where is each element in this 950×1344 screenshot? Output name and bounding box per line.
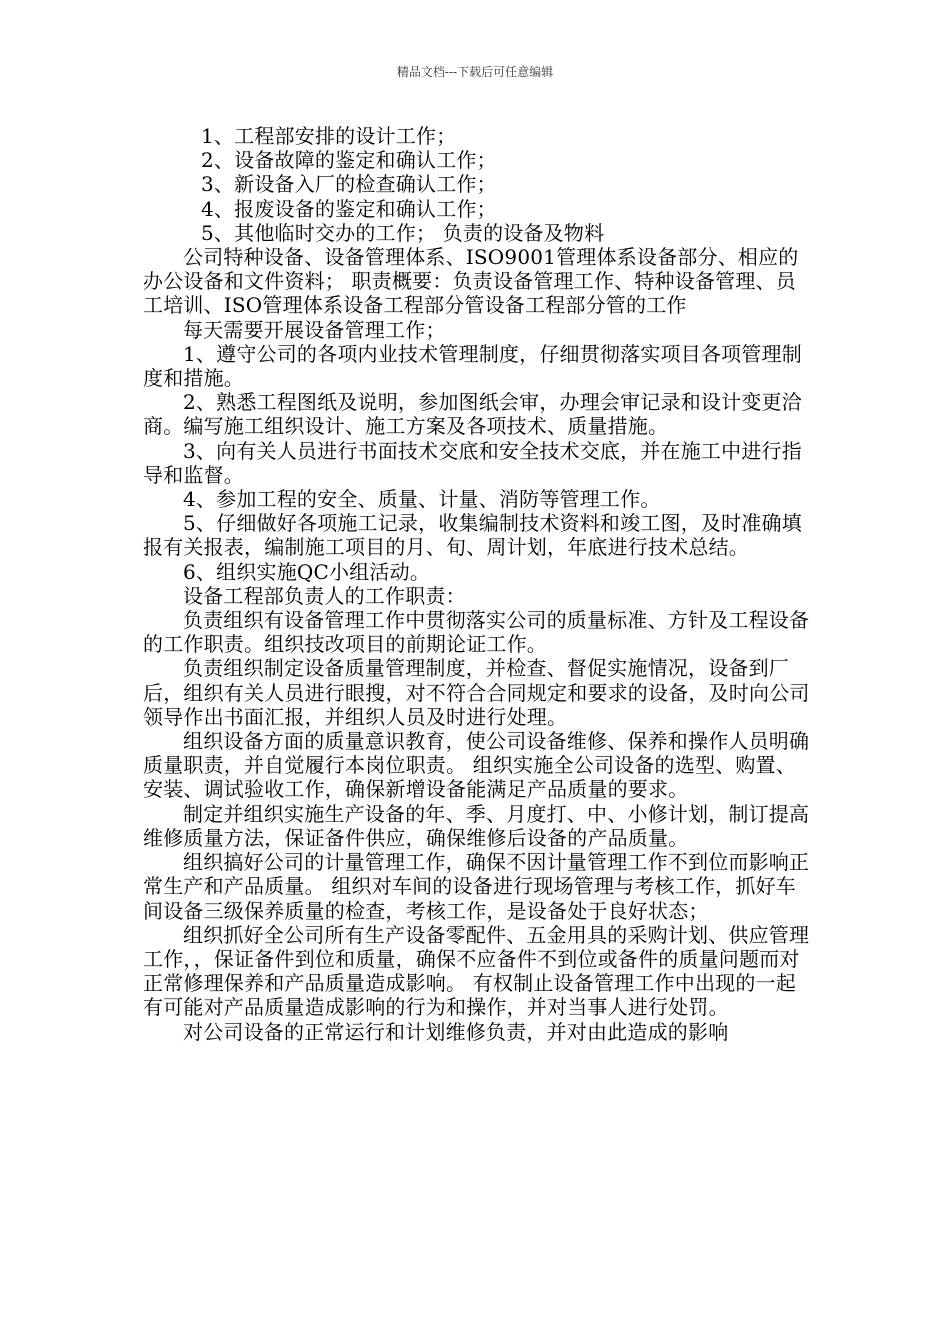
paragraph: 2、熟悉工程图纸及说明，参加图纸会审，办理会审记录和设计变更洽商。编写施工组织设计、施工方案及各项技术、质量措施。 [143,390,802,439]
list-item: 1、工程部安排的设计工作； [201,124,457,148]
paragraph: 1、遵守公司的各项内业技术管理制度，仔细贯彻落实项目各项管理制度和措施。 [143,341,802,391]
list-item: 5、其他临时交办的工作； 负责的设备及物料 [201,220,605,245]
document-body [143,124,811,1044]
list-item: 4、报废设备的鉴定和确认工作； [201,196,497,221]
paragraph: 设备工程部负责人的工作职责： [183,583,466,608]
page-header: 精品文档---下载后可任意编辑 [396,65,554,79]
paragraph: 负责组织有设备管理工作中贯彻落实公司的质量标准、方针及工程设备的工作职责。组织技改项目的前期论证工作。 [143,608,810,657]
paragraph: 4、参加工程的安全、质量、计量、消防等管理工作。 [183,487,661,512]
paragraph: 6、组织实施QC小组活动。 [183,559,431,584]
paragraph: 负责组织制定设备质量管理制度，并检查、督促实施情况，设备到厂后，组织有关人员进行眼搜，对不符合合同规定和要求的设备，及时向公司领导作出书面汇报，并组织人员及时进行处理。 [143,656,810,729]
list-item: 2、设备故障的鉴定和确认工作； [201,148,497,173]
paragraph: 组织搞好公司的计量管理工作，确保不因计量管理工作不到位而影响正常生产和产品质量。 组织对车间的设备进行现场管理与考核工作，抓好车间设备三级保养质量的检查，考核工作，是设备处于良好状态； [143,850,810,923]
paragraph: 公司特种设备、设备管理体系、ISO9001管理体系设备部分、相应的办公设备和文件资料； 职责概要：负责设备管理工作、特种设备管理、员工培训、ISO管理体系设备工程部分管设备工程部分管的工作 [143,245,799,318]
list-item: 3、新设备入厂的检查确认工作； [201,172,497,197]
paragraph: 组织设备方面的质量意识教育，使公司设备维修、保养和操作人员明确质量职责，并自觉履行本岗位职责。 组织实施全公司设备的选型、购置、安装、调试验收工作，确保新增设备能满足产品质量的要求。 [143,729,810,802]
paragraph: 5、仔细做好各项施工记录，收集编制技术资料和竣工图，及时准确填报有关报表，编制施工项目的月、旬、周计划，年底进行技术总结。 [143,511,802,560]
paragraph: 组织抓好全公司所有生产设备零配件、五金用具的采购计划、供应管理工作，，保证备件到位和质量，确保不应备件不到位或备件的质量问题而对正常修理保养和产品质量造成影响。 有权制止设备管理工作中出现的一起有可能对产品质量造成影响的行为和操作，并对当事人进行处罚。 [143,922,810,1020]
paragraph: 每天需要开展设备管理工作； [183,317,446,342]
paragraph: 3、向有关人员进行书面技术交底和安全技术交底，并在施工中进行指导和监督。 [143,438,802,487]
paragraph: 对公司设备的正常运行和计划维修负责，并对由此造成的影响 [183,1019,729,1044]
paragraph: 制定并组织实施生产设备的年、季、月度打、中、小修计划，制订提高维修质量方法，保证备件供应，确保维修后设备的产品质量。 [143,801,810,850]
